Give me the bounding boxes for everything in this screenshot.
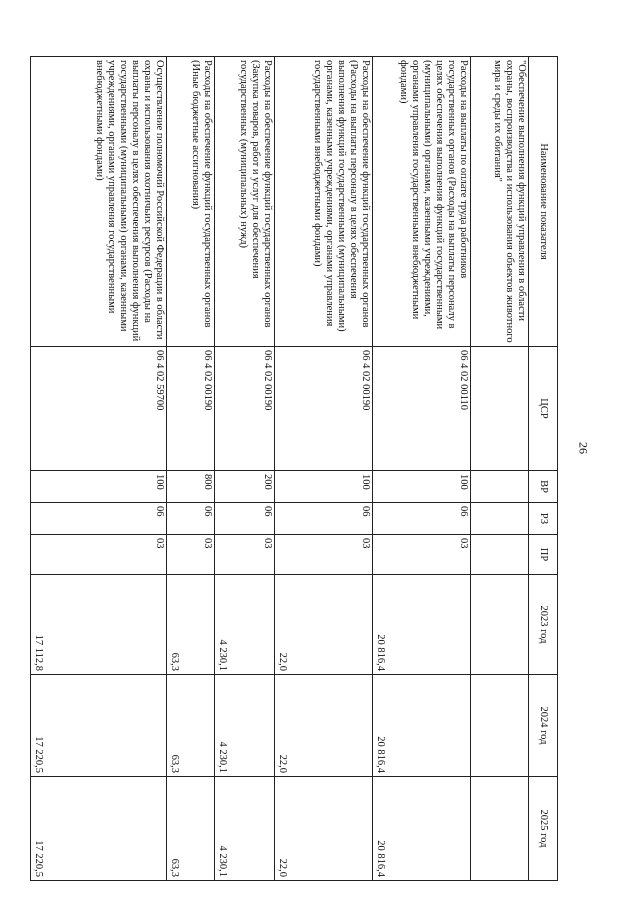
row-pr: 03 [31,535,167,575]
row-name: Расходы на обеспечение функций государственных органов (Иные бюджетные ассигнования) [167,57,215,347]
table-row [167,57,215,881]
table-row [373,57,471,881]
row-rz: 06 [167,503,215,535]
row-pr: 03 [167,535,215,575]
row-name: Расходы на обеспечение функций государственных органов (Расходы на выплаты персоналу в целях обеспечения выполнения функций государственными (муниципальными) органами, казенными учреждениями, органами управления государственными внебюджетными фондами) [275,57,373,347]
row-2025: 20 816,4 [373,777,471,881]
row-2024: 4 230,1 [215,675,275,777]
row-2025: 22,0 [275,777,373,881]
row-2023: 20 816,4 [373,575,471,675]
row-name: Расходы на обеспечение функций государственных органов (Закупка товаров, работ и услуг для обеспечения государственных (муниципальных) нужд) [215,57,275,347]
column-header-rz: РЗ [529,503,558,535]
row-name: Осуществление полномочий Российской Федерации в области охраны и использования охотничьих ресурсов (Расходы на выплаты персоналу в целях обеспечения выполнения функций государственными (муниципальными) органами, казенными учреждениями, органами управления государственными внебюджетными фондами) [31,57,167,347]
row-rz: 06 [275,503,373,535]
column-header-csr: ЦСР [529,347,558,471]
row-csr: 06 4 02 00110 [373,347,471,471]
row-csr: 06 4 02 00190 [275,347,373,471]
row-2023 [471,575,529,675]
page-number: 26 [576,442,591,454]
row-pr: 03 [275,535,373,575]
row-rz [471,503,529,535]
table-header-row [529,57,558,881]
table-row [31,57,167,881]
row-name: Расходы на выплаты по оплате труда работников государственных органов (Расходы на выплаты персоналу в целях обеспечения выполнения функций государственными (муниципальными) органами, казенными учреждениями, органами управления государственными внебюджетными фондами) [373,57,471,347]
row-csr: 06 4 02 59700 [31,347,167,471]
row-rz: 06 [215,503,275,535]
row-csr: 06 4 02 00190 [215,347,275,471]
row-csr: 06 4 02 00190 [167,347,215,471]
column-header-2025: 2025 год [529,777,558,881]
table-row [215,57,275,881]
table-row [275,57,373,881]
row-2025: 63,3 [167,777,215,881]
column-header-2024: 2024 год [529,675,558,777]
row-2023: 17 112,8 [31,575,167,675]
row-2023: 4 230,1 [215,575,275,675]
row-pr: 03 [215,535,275,575]
column-header-vr: ВР [529,471,558,503]
column-header-pr: ПР [529,535,558,575]
table-row [471,57,529,881]
row-2024: 63,3 [167,675,215,777]
budget-table [30,56,558,881]
row-2024: 22,0 [275,675,373,777]
row-2024: 20 816,4 [373,675,471,777]
column-header-name: Наименование показателя [529,57,558,347]
row-2024 [471,675,529,777]
row-vr: 100 [275,471,373,503]
row-vr: 200 [215,471,275,503]
row-csr [471,347,529,471]
row-2023: 22,0 [275,575,373,675]
row-rz: 06 [31,503,167,535]
column-header-2023: 2023 год [529,575,558,675]
row-vr: 800 [167,471,215,503]
row-name: "Обеспечение выполнения функций управления в области охраны, воспроизводства и использования объектов животного мира и среды их обитания" [471,57,529,347]
row-2025 [471,777,529,881]
row-2023: 63,3 [167,575,215,675]
row-vr: 100 [373,471,471,503]
row-vr: 100 [31,471,167,503]
budget-table-container [32,56,558,880]
row-rz: 06 [373,503,471,535]
row-pr: 03 [373,535,471,575]
row-pr [471,535,529,575]
row-2025: 17 220,5 [31,777,167,881]
row-vr [471,471,529,503]
row-2024: 17 220,5 [31,675,167,777]
row-2025: 4 230,1 [215,777,275,881]
